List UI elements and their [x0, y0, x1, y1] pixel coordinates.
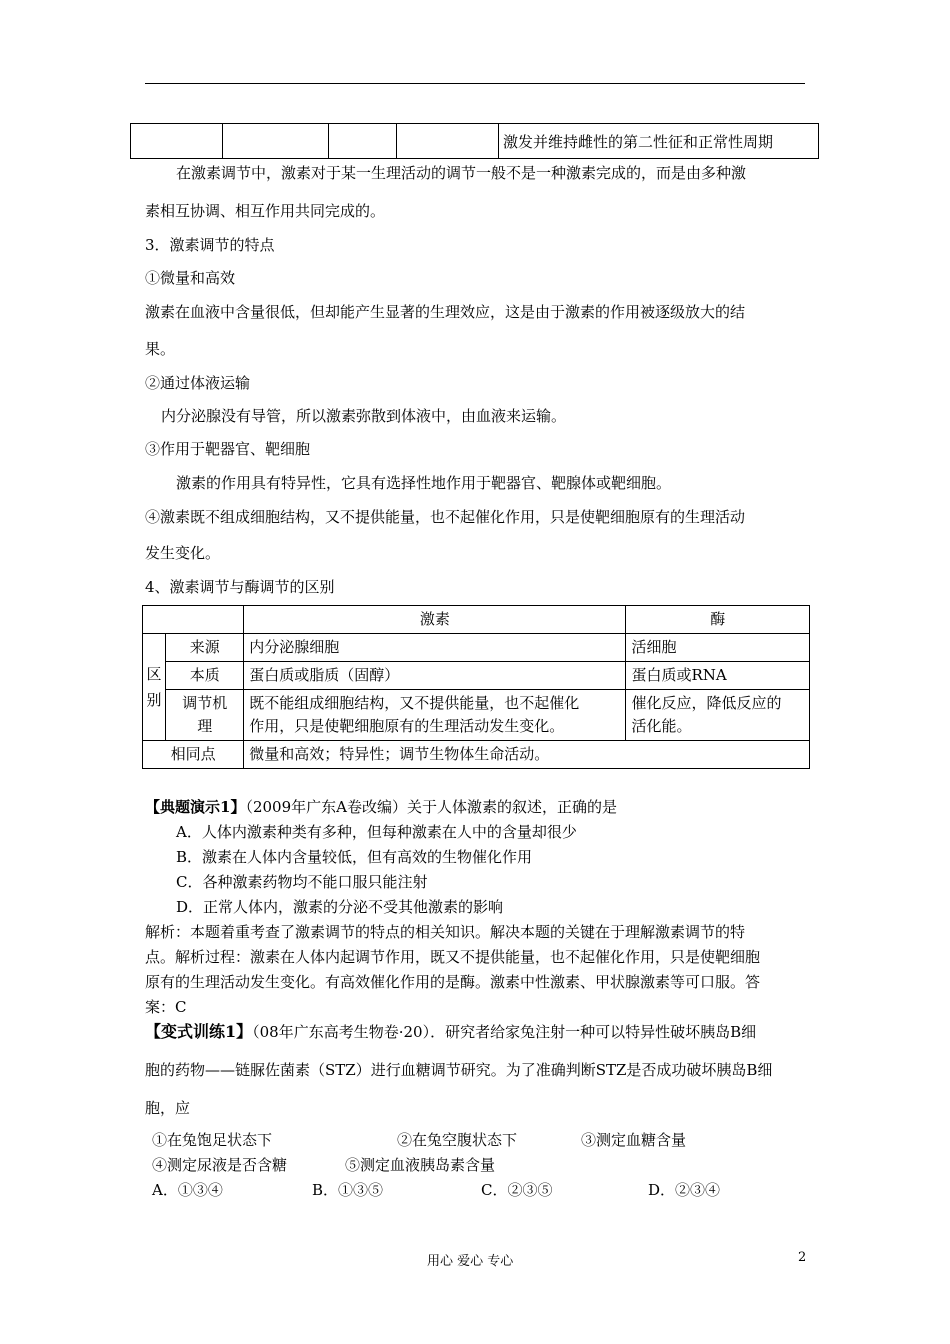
point3-text: 激素的作用具有特异性，它具有选择性地作用于靶器官、靶腺体或靶细胞。 — [176, 474, 672, 492]
top-table-fragment — [130, 123, 819, 159]
cell-enzyme-source: 活细胞 — [626, 634, 810, 662]
comparison-table — [142, 605, 810, 769]
point1-line-1: 激素在血液中含量很低，但却能产生显著的生理效应，这是由于激素的作用被逐级放大的结 — [145, 303, 746, 321]
table-cell — [329, 124, 397, 159]
training1-item-3: ③测定血糖含量 — [581, 1131, 687, 1149]
example1-analysis-1: 解析：本题着重考查了激素调节的特点的相关知识。解决本题的关键在于理解激素调节的特 — [145, 923, 746, 941]
example1-analysis-4: 案：C — [145, 998, 187, 1016]
training1-stem-line-2: 胞的药物——链脲佐菌素（STZ）进行血糖调节研究。为了准确判断STZ是否成功破坏胰岛B细 — [145, 1061, 773, 1079]
col-header-enzyme: 酶 — [626, 606, 810, 634]
training1-stem-line-3: 胞，应 — [145, 1099, 191, 1117]
section3-heading: 3．激素调节的特点 — [145, 236, 275, 254]
training1-item-1: ①在兔饱足状态下 — [152, 1131, 273, 1149]
example1-option-c: C．各种激素药物均不能口服只能注射 — [176, 873, 428, 891]
table-cell — [397, 124, 499, 159]
point1-line-2: 果。 — [145, 340, 176, 358]
page-number: 2 — [798, 1250, 807, 1265]
training1-choice-c: C．②③⑤ — [481, 1181, 553, 1199]
intro-line-1: 在激素调节中，激素对于某一生理活动的调节一般不是一种激素完成的，而是由多种激 — [176, 164, 747, 182]
cell-enzyme-nature: 蛋白质或RNA — [626, 662, 810, 690]
point3-title: ③作用于靶器官、靶细胞 — [145, 440, 311, 458]
training1-item-5: ⑤测定血液胰岛素含量 — [345, 1156, 496, 1174]
example1-stem: 【典题演示1】（2009年广东A卷改编）关于人体激素的叙述，正确的是 — [145, 798, 617, 816]
example1-analysis-3: 原有的生理活动发生变化。有高效催化作用的是酶。激素中性激素、甲状腺激素等可口服。答 — [145, 973, 761, 991]
example1-analysis-2: 点。解析过程：激素在人体内起调节作用，既又不提供能量，也不起催化作用，只是使靶细胞 — [145, 948, 761, 966]
training1-choice-a: A．①③④ — [152, 1181, 223, 1199]
section4-heading: 4、激素调节与酶调节的区别 — [145, 578, 335, 596]
intro-line-2: 素相互协调、相互作用共同完成的。 — [145, 202, 386, 220]
row-label-nature: 本质 — [166, 662, 244, 690]
cell-hormone-nature: 蛋白质或脂质（固醇） — [244, 662, 626, 690]
col-header-hormone: 激素 — [244, 606, 626, 634]
cell-same: 微量和高效；特异性；调节生物体生命活动。 — [244, 741, 810, 769]
cell-enzyme-mechanism: 催化反应，降低反应的 活化能。 — [626, 690, 810, 741]
header-rule — [145, 83, 805, 84]
training1-item-2: ②在兔空腹状态下 — [397, 1131, 518, 1149]
training1-choice-d: D．②③④ — [648, 1181, 721, 1199]
example1-prefix: 【典题演示1】 — [145, 798, 246, 816]
point4-line-2: 发生变化。 — [145, 544, 221, 562]
training1-choice-b: B．①③⑤ — [312, 1181, 384, 1199]
cell-hormone-mechanism: 既不能组成细胞结构，又不提供能量，也不起催化 作用，只是使靶细胞原有的生理活动发生变化。 — [244, 690, 626, 741]
example1-option-d: D．正常人体内，激素的分泌不受其他激素的影响 — [176, 898, 504, 916]
point2-text: 内分泌腺没有导管，所以激素弥散到体液中，由血液来运输。 — [161, 407, 567, 425]
example1-option-b: B．激素在人体内含量较低，但有高效的生物催化作用 — [176, 848, 533, 866]
example1-option-a: A．人体内激素种类有多种，但每种激素在人中的含量却很少 — [176, 823, 577, 841]
table-corner — [143, 606, 244, 634]
training1-item-4: ④测定尿液是否含糖 — [152, 1156, 288, 1174]
row-label-source: 来源 — [166, 634, 244, 662]
row-label-same: 相同点 — [143, 741, 244, 769]
table-cell — [131, 124, 223, 159]
point1-title: ①微量和高效 — [145, 269, 236, 287]
row-label-mechanism: 调节机 理 — [166, 690, 244, 741]
training1-stem-line-1: 【变式训练1】（08年广东高考生物卷·20）．研究者给家兔注射一种可以特异性破坏胰岛B细 — [145, 1022, 757, 1041]
training1-prefix: 【变式训练1】 — [145, 1022, 253, 1041]
point2-title: ②通过体液运输 — [145, 374, 251, 392]
cell-hormone-source: 内分泌腺细胞 — [244, 634, 626, 662]
point4-line-1: ④激素既不组成细胞结构，又不提供能量，也不起催化作用，只是使靶细胞原有的生理活动 — [145, 508, 746, 526]
table-cell-last: 激发并维持雌性的第二性征和正常性周期 — [499, 124, 819, 159]
footer-motto: 用心 爱心 专心 — [427, 1254, 514, 1269]
table-cell — [223, 124, 329, 159]
group-label: 区 别 — [143, 634, 166, 741]
